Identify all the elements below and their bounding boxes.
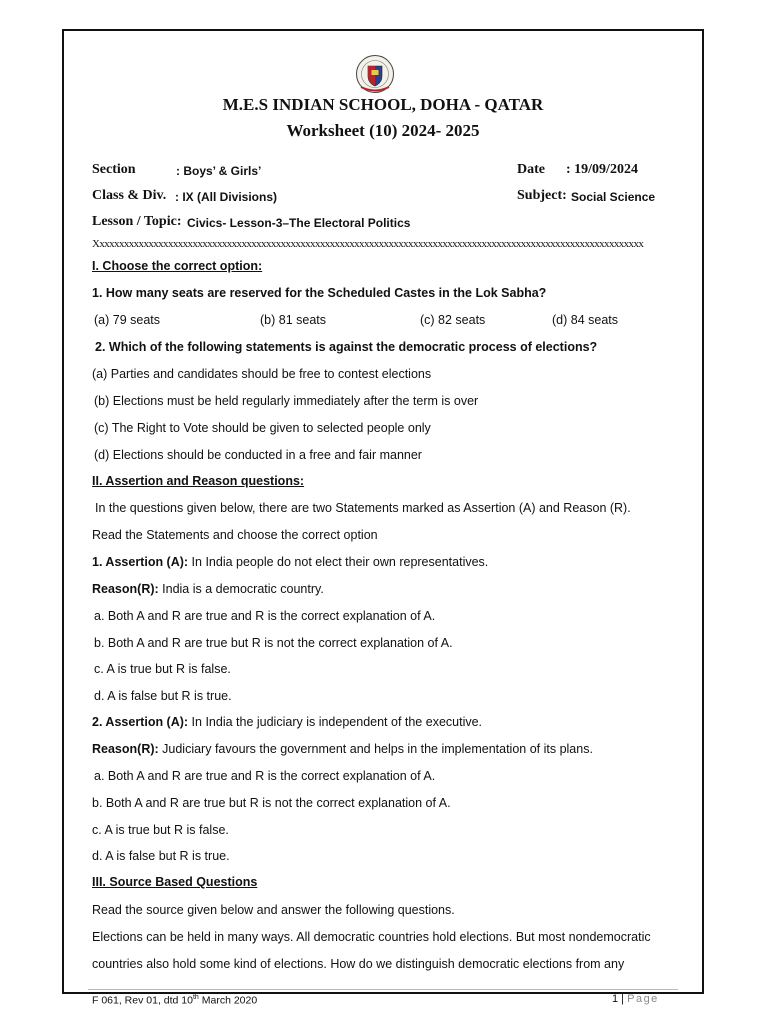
q1-option-a: (a) 79 seats xyxy=(94,313,161,327)
q2-option-d: (d) Elections should be conducted in a free and fair manner xyxy=(94,448,422,462)
q1-text: 1. How many seats are reserved for the Scheduled Castes in the Lok Sabha? xyxy=(92,286,547,300)
ar2-option-b: b. Both A and R are true but R is not the correct explanation of A. xyxy=(92,796,451,810)
ar2-reason xyxy=(92,742,593,756)
section3-intro: Read the source given below and answer the following questions. xyxy=(92,903,455,917)
school-name: M.E.S INDIAN SCHOOL, DOHA - QATAR xyxy=(222,95,544,114)
ar1-reason-text: India is a democratic country. xyxy=(158,582,324,596)
ar1-assertion-text: In India people do not elect their own representatives. xyxy=(188,555,489,569)
ar1-option-d: d. A is false but R is true. xyxy=(94,689,232,703)
section-value: : Boys’ & Girls’ xyxy=(176,164,262,178)
q1-option-d: (d) 84 seats xyxy=(552,313,619,327)
school-crest-logo xyxy=(355,54,395,94)
class-label: Class & Div. xyxy=(92,188,167,203)
worksheet-title: Worksheet (10) 2024- 2025 xyxy=(286,121,480,140)
q1-option-b: (b) 81 seats xyxy=(260,313,327,327)
date-label: Date xyxy=(517,162,545,177)
ar1-reason xyxy=(92,582,324,596)
section3-heading: III. Source Based Questions xyxy=(92,875,258,889)
ar1-assertion-label: 1. Assertion (A): xyxy=(92,555,189,569)
subject-label: Subject: xyxy=(517,188,567,203)
source-paragraph-line-2: countries also hold some kind of elections. How do we distinguish democratic elections from any xyxy=(92,957,625,971)
footer-doc-ref-main: F 061, Rev 01, dtd 10 xyxy=(92,994,193,1007)
footer-rule xyxy=(88,989,678,990)
ar1-option-b: b. Both A and R are true but R is not the correct explanation of A. xyxy=(94,636,453,650)
page-separator: | xyxy=(618,993,628,1005)
section-label: Section xyxy=(92,162,136,177)
ar1-option-c: c. A is true but R is false. xyxy=(94,662,231,676)
q2-option-b: (b) Elections must be held regularly immediately after the term is over xyxy=(94,394,479,408)
source-paragraph-line-1: Elections can be held in many ways. All democratic countries hold elections. But most nondemocratic xyxy=(92,930,651,944)
ar2-assertion-text: In India the judiciary is independent of the executive. xyxy=(188,715,483,729)
ar2-assertion-label: 2. Assertion (A): xyxy=(92,715,189,729)
page-word: Page xyxy=(627,993,659,1005)
q1-option-c: (c) 82 seats xyxy=(420,313,486,327)
footer-page-number xyxy=(612,993,659,1005)
lesson-value: Civics- Lesson-3–The Electoral Politics xyxy=(187,216,411,230)
separator-line: Xxxxxxxxxxxxxxxxxxxxxxxxxxxxxxxxxxxxxxxxxxxxxxxxxxxxxxxxxxxxxxxxxxxxxxxxxxxxxxxxxxxxxxxxxxxxxxxxxxxxxxxxxxxxxxxx xyxy=(92,238,644,250)
ar2-option-d: d. A is false but R is true. xyxy=(92,849,230,863)
ar2-assertion xyxy=(92,715,482,729)
footer-doc-ref xyxy=(92,994,257,1007)
date-value: : 19/09/2024 xyxy=(566,162,638,177)
ar1-assertion xyxy=(92,555,488,569)
footer-doc-ref-sup: th xyxy=(192,994,199,1001)
q2-option-a: (a) Parties and candidates should be free to contest elections xyxy=(92,367,432,381)
ar2-option-c: c. A is true but R is false. xyxy=(92,823,229,837)
subject-value: Social Science xyxy=(571,190,656,204)
section2-heading: II. Assertion and Reason questions: xyxy=(92,474,305,488)
section2-intro-2: Read the Statements and choose the correct option xyxy=(92,528,378,542)
class-value: : IX (All Divisions) xyxy=(175,190,278,204)
ar2-reason-text: Judiciary favours the government and helps in the implementation of its plans. xyxy=(158,742,593,756)
ar2-reason-label: Reason(R): xyxy=(92,742,159,756)
footer-doc-ref-tail: March 2020 xyxy=(198,994,258,1007)
q2-option-c: (c) The Right to Vote should be given to selected people only xyxy=(94,421,431,435)
page-number: 1 xyxy=(612,993,619,1005)
lesson-label: Lesson / Topic: xyxy=(92,214,182,229)
q2-text: 2. Which of the following statements is against the democratic process of elections? xyxy=(95,340,598,354)
ar2-option-a: a. Both A and R are true and R is the correct explanation of A. xyxy=(94,769,436,783)
section1-heading: I. Choose the correct option: xyxy=(92,259,263,273)
ar1-option-a: a. Both A and R are true and R is the correct explanation of A. xyxy=(94,609,436,623)
section2-intro-1: In the questions given below, there are two Statements marked as Assertion (A) and Reason (R). xyxy=(95,501,631,515)
ar1-reason-label: Reason(R): xyxy=(92,582,159,596)
